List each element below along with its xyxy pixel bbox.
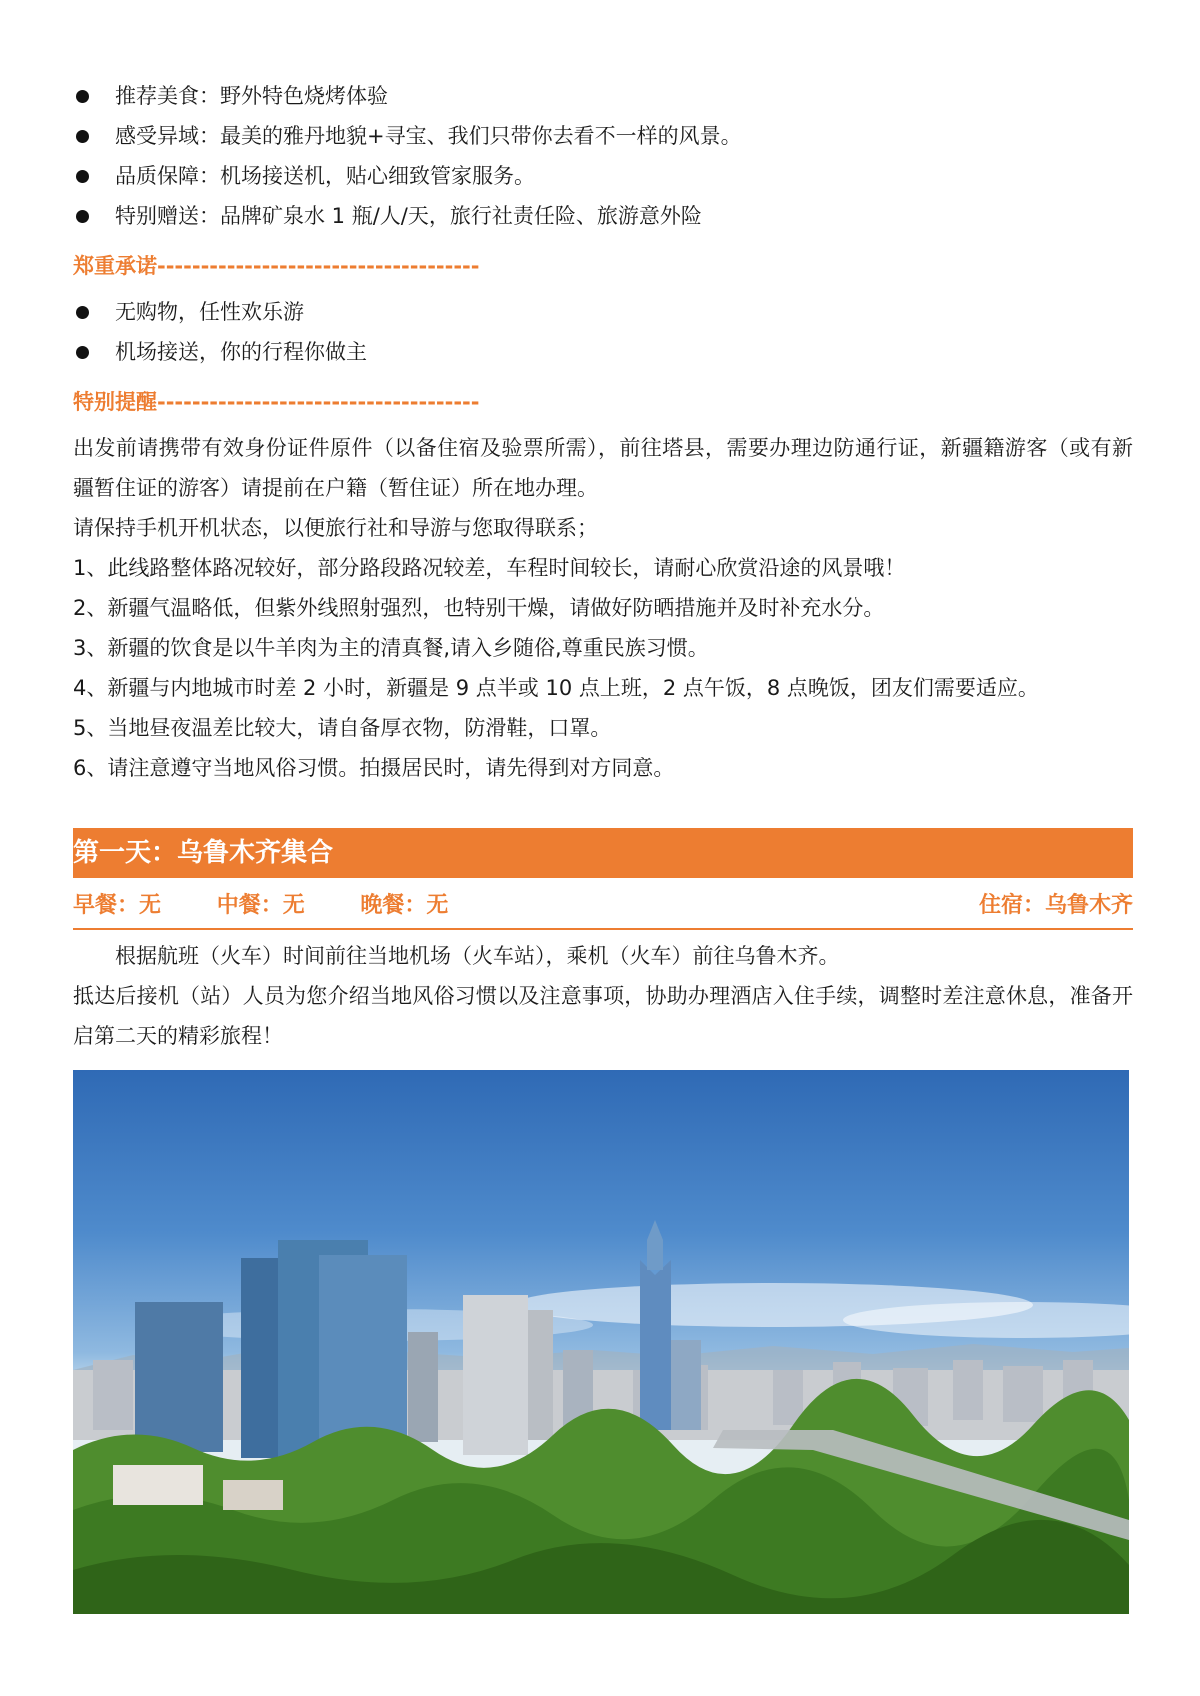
bullet-icon [76,210,89,223]
highlight-text: 感受异域：最美的雅丹地貌+寻宝、我们只带你去看不一样的风景。 [115,124,742,148]
list-item [73,196,1133,236]
list-item [73,76,1133,116]
promise-text: 机场接送，你的行程你做主 [115,340,367,364]
bullet-icon [76,346,89,359]
breakfast-label: 早餐：无 [73,892,162,918]
highlight-list [73,76,1133,236]
promise-text: 无购物，任性欢乐游 [115,300,304,324]
highlight-text: 品质保障：机场接送机，贴心细致管家服务。 [115,164,535,188]
city-skyline-photo [73,1070,1129,1614]
reminder-paragraph: 2、新疆气温略低，但紫外线照射强烈，也特别干燥，请做好防晒措施并及时补充水分。 [73,596,885,620]
itinerary-page [73,76,1133,1614]
reminder-paragraph: 出发前请携带有效身份证件原件（以备住宿及验票所需），前往塔县，需要办理边防通行证，新疆籍游客（或有新疆暂住证的游客）请提前在户籍（暂住证）所在地办理。 [73,436,1133,500]
highlight-text: 特别赠送：品牌矿泉水 1 瓶/人/天，旅行社责任险、旅游意外险 [115,204,702,228]
day-paragraph: 抵达后接机（站）人员为您介绍当地风俗习惯以及注意事项，协助办理酒店入住手续，调整时差注意休息，准备开启第二天的精彩旅程！ [73,984,1133,1048]
reminder-paragraph: 1、此线路整体路况较好，部分路段路况较差，车程时间较长，请耐心欣赏沿途的风景哦！ [73,556,906,580]
reminder-body [73,428,1133,788]
reminder-paragraph: 6、请注意遵守当地风俗习惯。拍摄居民时，请先得到对方同意。 [73,756,675,780]
dinner-label: 晚餐：无 [360,892,449,918]
day-title: 第一天：乌鲁木齐集合 [73,828,1133,878]
promise-heading: 郑重承诺------------------------------------- [73,254,480,278]
skyline-illustration [73,1070,1129,1614]
reminder-paragraph: 4、新疆与内地城市时差 2 小时，新疆是 9 点半或 10 点上班，2 点午饭，8 点晚饭，团友们需要适应。 [73,676,1039,700]
meal-info-row [73,878,1133,930]
reminder-paragraph: 3、新疆的饮食是以牛羊肉为主的清真餐,请入乡随俗,尊重民族习惯。 [73,636,709,660]
list-item [73,156,1133,196]
hotel-label: 住宿：乌鲁木齐 [978,892,1133,918]
bullet-icon [76,306,89,319]
highlight-text: 推荐美食：野外特色烧烤体验 [115,84,388,108]
bullet-icon [76,130,89,143]
bullet-icon [76,170,89,183]
bullet-icon [76,90,89,103]
lunch-label: 中餐：无 [216,892,305,918]
list-item [73,116,1133,156]
list-item [73,292,1133,332]
list-item [73,332,1133,372]
promise-list [73,292,1133,372]
day-paragraph: 根据航班（火车）时间前往当地机场（火车站），乘机（火车）前往乌鲁木齐。 [115,944,840,968]
reminder-paragraph: 5、当地昼夜温差比较大，请自备厚衣物，防滑鞋，口罩。 [73,716,612,740]
reminder-heading: 特别提醒------------------------------------- [73,390,480,414]
reminder-paragraph: 请保持手机开机状态，以便旅行社和导游与您取得联系； [73,516,598,540]
